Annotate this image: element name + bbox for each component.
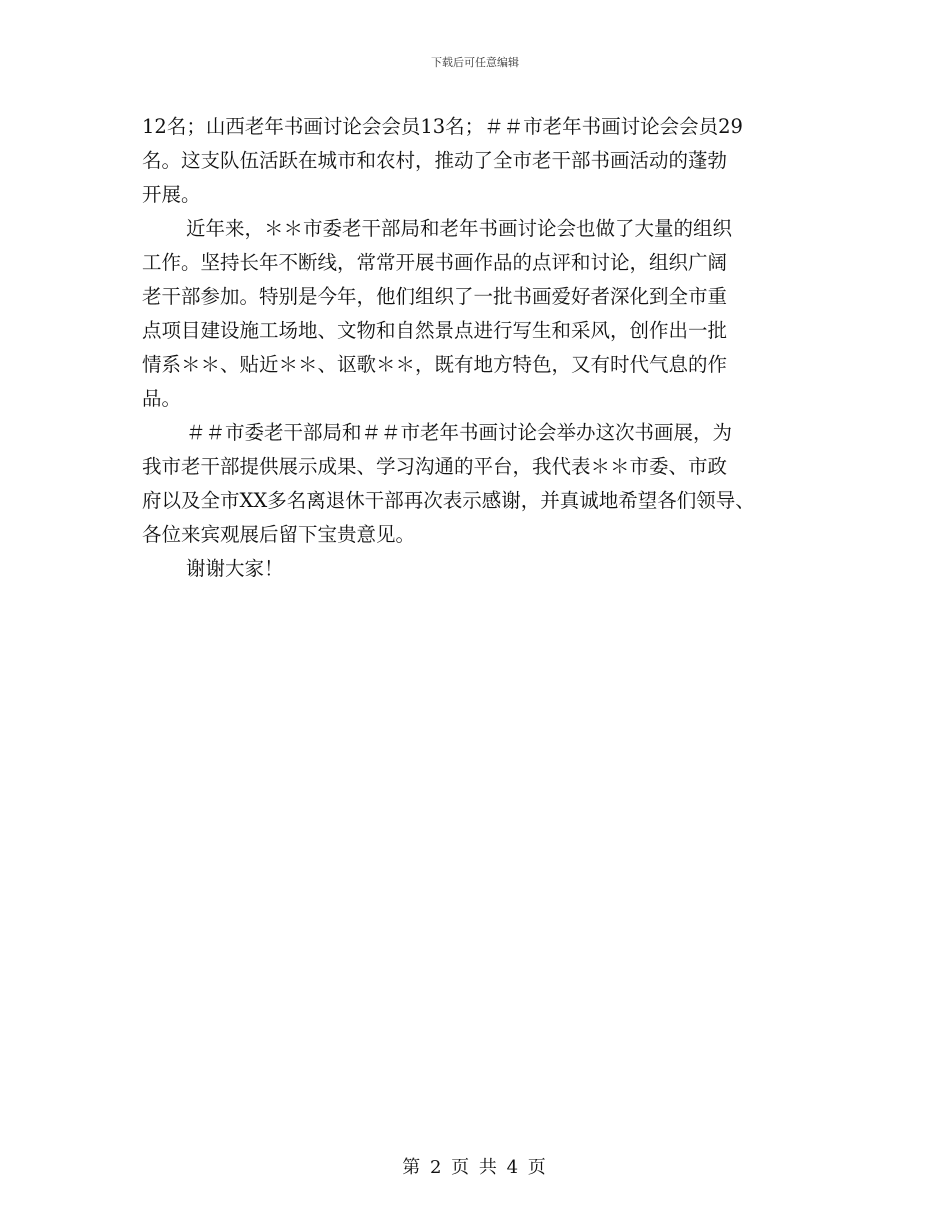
paragraph-1 [142,110,822,212]
text-line: 谢谢大家！ [186,557,284,580]
document-body [142,110,822,586]
page-number: 第 2 页 共 4 页 [402,1157,548,1178]
text-line: 名。这支队伍活跃在城市和农村，推动了全市老干部书画活动的蓬勃 [142,149,728,172]
text-line: 我市老干部提供展示成果、学习沟通的平台，我代表＊＊市委、市政 [142,455,728,478]
paragraph-3 [142,416,822,552]
text-line: 府以及全市XX多名离退休干部再次表示感谢，并真诚地希望各们领导、 [142,489,755,512]
text-line: 品。 [142,387,182,410]
text-line: 工作。坚持长年不断线，常常开展书画作品的点评和讨论，组织广阔 [142,251,728,274]
text-line: 点项目建设施工场地、文物和自然景点进行写生和采风，创作出一批 [142,319,728,342]
text-line: 近年来，＊＊市委老干部局和老年书画讨论会也做了大量的组织 [186,217,733,240]
text-line: 各位来宾观展后留下宝贵意见。 [142,523,416,546]
text-line: 老干部参加。特别是今年，他们组织了一批书画爱好者深化到全市重 [142,285,728,308]
text-line: 12名；山西老年书画讨论会会员13名；＃＃市老年书画讨论会会员29 [142,115,743,138]
text-line: 开展。 [142,183,201,206]
paragraph-2 [142,212,822,416]
text-line: ＃＃市委老干部局和＃＃市老年书画讨论会举办这次书画展，为 [186,421,733,444]
paragraph-4 [142,552,822,586]
text-line: 情系＊＊、贴近＊＊、讴歌＊＊，既有地方特色，又有时代气息的作 [142,353,728,376]
page-header-note: 下载后可任意编辑 [431,56,519,69]
